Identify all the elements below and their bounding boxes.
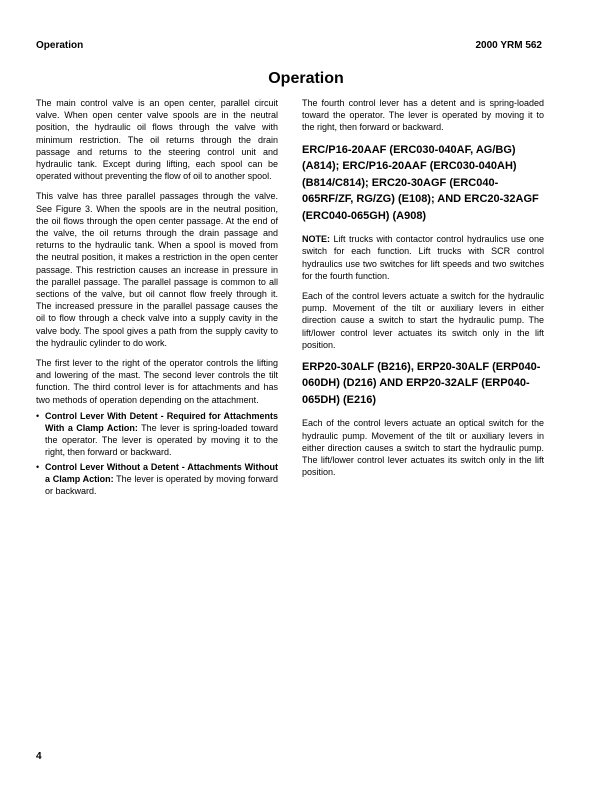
page-number: 4: [36, 751, 42, 762]
lever-types-list: [36, 410, 278, 497]
note-label: NOTE:: [302, 234, 330, 245]
list-item-text: The lever is spring-loaded toward the operator. The lever is operated by moving it to the right, then forward or backward.: [45, 423, 278, 458]
note-block: [302, 233, 544, 282]
list-item-lead: Control Lever With Detent - Required for Attachments With a Clamp Action:: [45, 410, 278, 434]
list-item: [36, 461, 278, 498]
bullet-icon: •: [36, 410, 40, 421]
paragraph-parallel-passages: This valve has three parallel passages through the valve. See Figure 3. When the spools are in the neutral position, the oil flows through the open center passage. At the end of the valve, the oil returns through the drain passage and returns to the hydraulic tank. When a spool is moved from the neutral position, it makes a restriction in the open center passage. This restriction causes an increase in pressure in the parallel passage. The parallel passage is common to all sections of the valve, but oil cannot flow freely through it. The increased pressure in the parallel passage causes the oil to flow through a check valve into a supply cavity in the valve body. The spool gives a path from the supply cavity to the hydraulic cylinder to do work.: [36, 191, 278, 348]
list-item-text: The lever is operated by moving forward or backward.: [45, 473, 278, 497]
left-column: [36, 97, 278, 499]
right-column: [302, 97, 544, 486]
running-header-doc-id: 2000 YRM 562: [475, 40, 542, 51]
paragraph-erc-switches: Each of the control levers actuate a switch for the hydraulic pump. Movement of the tilt or auxiliary levers in either direction cause a switch to start the hydraulic pump. The lift/lower control lever actuates its switch only in the lift position.: [302, 290, 544, 350]
paragraph-main-control-valve: The main control valve is an open center, parallel circuit valve. When open center valve spools are in the neutral position, the hydraulic oil flows through the valve with minimum restriction. The oil returns through the drain passage and returns to the steering control unit and hydraulic tank. Except during lifting, each spool can be operated without preventing the flow of oil to another spool.: [36, 98, 278, 182]
list-item-lead: Control Lever Without a Detent - Attachments Without a Clamp Action:: [45, 461, 278, 484]
paragraph-fourth-lever: The fourth control lever has a detent and is spring-loaded toward the operator. The lever is operated by moving it to the right, then forward or backward.: [302, 98, 544, 133]
paragraph-control-levers: The first lever to the right of the operator controls the lifting and lowering of the mast. The second lever controls the tilt function. The third control lever is for attachments and has two methods of operation depending on the attachment.: [36, 358, 278, 405]
list-item: [36, 410, 278, 459]
paragraph-erp-optical-switches: Each of the control levers actuate an optical switch for the hydraulic pump. Movement of the tilt or auxiliary levers in either direction causes a switch to start the hydraulic pump. The lift/lower control lever actuates its switch only in the lift position.: [302, 418, 544, 478]
note-text: Lift trucks with contactor control hydraulics use one switch for each function. Lift trucks with SCR control hydraulics use two switches for lift speeds and two switches for the fourth function.: [302, 234, 544, 281]
page-title: Operation: [268, 70, 344, 87]
bullet-icon: •: [36, 461, 40, 472]
section-heading-erc-models: ERC/P16-20AAF (ERC030-040AF, AG/BG) (A814); ERC/P16-20AAF (ERC030-040AH) (B814/C814); ERC20-30AGF (ERC040-065RF/ZF, RG/ZG) (E108); AND ERC20-32AGF (ERC040-065GH) (A908): [302, 143, 539, 222]
section-heading-erp-models: ERP20-30ALF (B216), ERP20-30ALF (ERP040-060DH) (D216) AND ERP20-32ALF (ERP040-065DH) (E216): [302, 360, 541, 406]
running-header-section: Operation: [36, 40, 84, 51]
